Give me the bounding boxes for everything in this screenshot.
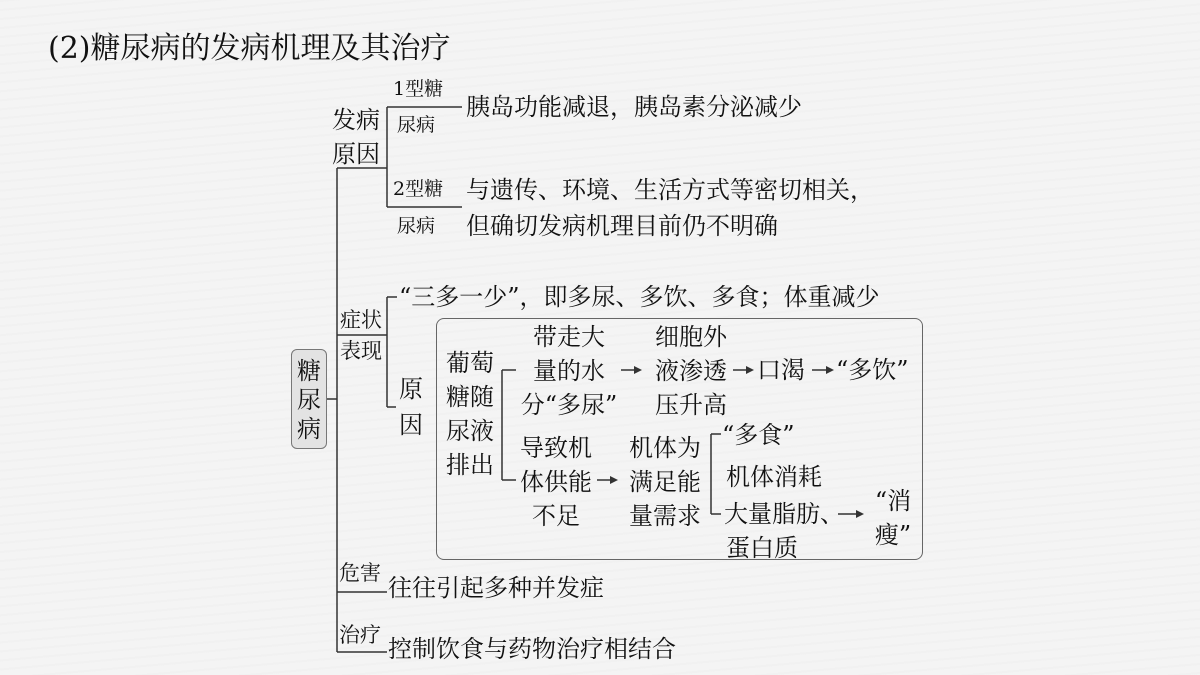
- type2-desc-line1: 与遗传、环境、生活方式等密切相关，: [466, 176, 874, 204]
- need-node: 机体为 满足能 量需求: [629, 434, 701, 530]
- drink-node: “多饮”: [836, 356, 909, 384]
- type2-label-top: 2型糖: [393, 178, 444, 200]
- page-title: (2)糖尿病的发病机理及其治疗: [48, 31, 451, 66]
- osmotic-node: 细胞外 液渗透 压升高: [655, 323, 727, 419]
- symptom-summary: “三多一少”，即多尿、多饮、多食；体重减少: [399, 283, 880, 311]
- water-node: 带走大 量的水 分“多尿”: [520, 323, 618, 419]
- treat-desc: 控制饮食与药物治疗相结合: [388, 635, 676, 663]
- type1-label-bottom: 尿病: [397, 114, 436, 136]
- harm-label: 危害: [339, 561, 381, 585]
- reason-label: 原 因: [399, 375, 423, 439]
- energy-node: 导致机 体供能 不足: [520, 434, 592, 530]
- fat-node-line2: 蛋白质: [726, 534, 798, 562]
- treat-label: 治疗: [339, 623, 381, 647]
- symptom-label: 症状 表现: [340, 308, 382, 363]
- type1-label-top: 1型糖: [393, 78, 444, 100]
- glucose-node: 葡萄 糖随 尿液 排出: [446, 349, 494, 479]
- harm-desc: 往往引起多种并发症: [388, 574, 604, 602]
- consume-node: 机体消耗: [726, 463, 822, 491]
- type2-label-bottom: 尿病: [397, 215, 436, 237]
- type1-desc: 胰岛功能减退，胰岛素分泌减少: [466, 93, 802, 121]
- type2-desc-line2: 但确切发病机理目前仍不明确: [466, 212, 778, 240]
- root-label: 糖 尿 病: [297, 357, 321, 443]
- cause-label: 发病 原因: [332, 106, 380, 168]
- thirst-node: 口渴: [757, 356, 805, 384]
- eat-node: “多食”: [722, 421, 795, 449]
- fat-node-line1: 大量脂肪、: [724, 500, 844, 528]
- thin-node: “消 瘦”: [874, 487, 912, 549]
